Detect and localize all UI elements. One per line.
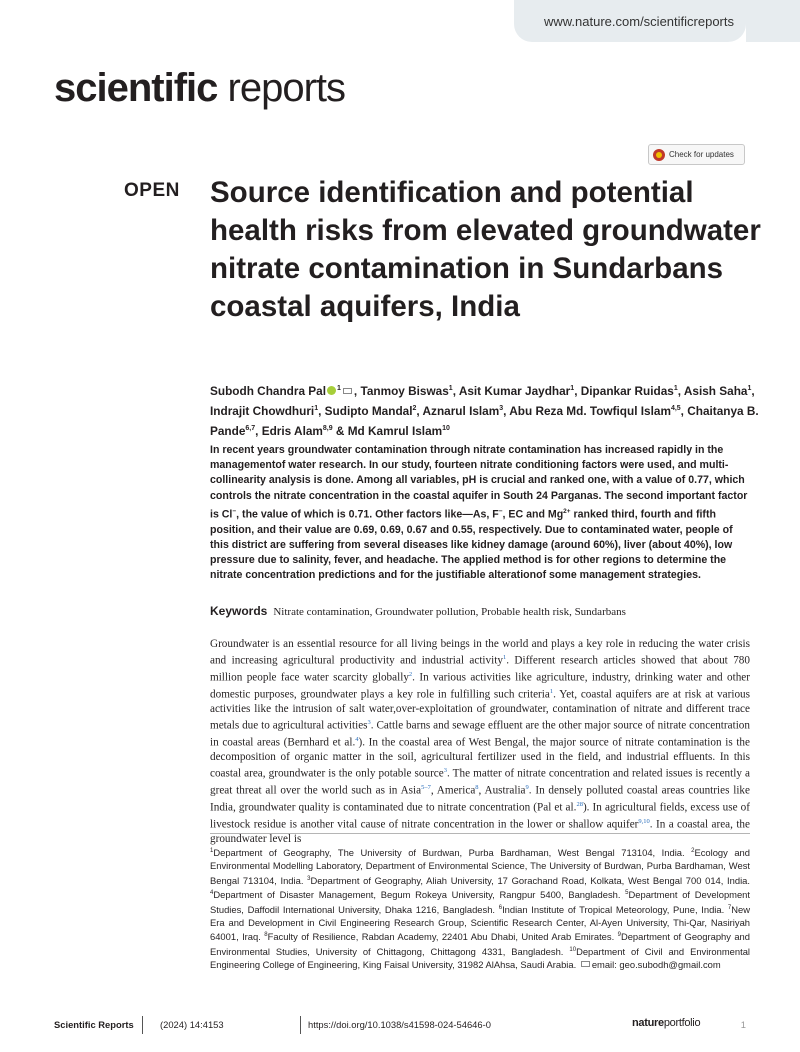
author-name[interactable]: Sudipto Mandal (324, 403, 413, 418)
footer-journal: Scientific Reports (54, 1019, 134, 1030)
author-name[interactable]: Dipankar Ruidas (580, 383, 674, 398)
affiliation-divider (210, 833, 750, 834)
author-name[interactable]: Abu Reza Md. Towfiqul Islam (509, 403, 671, 418)
author-affiliation-number: 10 (442, 424, 450, 432)
citation-ref[interactable]: 1 (502, 654, 507, 662)
citation-ref[interactable]: 28 (576, 801, 583, 809)
citation-ref[interactable]: 9,10 (638, 818, 650, 826)
author-affiliation-number: 2 (412, 404, 417, 412)
journal-name-light: reports (217, 66, 346, 110)
affiliation-text: Department of Civil and Environmental Engineering College of Engineering, King Faisal University, 31982 AlAhsa, Saudi Arabia. (210, 945, 750, 971)
email-icon[interactable] (343, 388, 352, 394)
body-text-run: . Cattle barns and sewage effluent are the other major source of nitrate concentration in coastal areas (Bernhard et al. (210, 719, 750, 749)
author-affiliation-number: 1 (747, 385, 752, 392)
affiliation-text: Department of Geography and Environmental Studies, University of Chittagong, Chittagong 4331, Bangladesh. (210, 931, 750, 957)
affiliation-text: Ecology and Environmental Modelling Laboratory, Department of Environmental Science, The University of Burdwan, Purba Bardhaman, West Bengal 713104, India. (210, 847, 750, 886)
nature-portfolio-logo (632, 1017, 700, 1029)
body-text (210, 637, 750, 846)
author-affiliation-number: 3 (499, 404, 504, 412)
orcid-icon[interactable] (327, 386, 336, 395)
affiliation-number: 8 (264, 932, 268, 939)
check-for-updates-label: Check for updates (669, 150, 734, 159)
footer-doi-link[interactable]: https://doi.org/10.1038/s41598-024-54646-0 (308, 1019, 491, 1030)
check-for-updates-button[interactable] (648, 144, 745, 165)
body-text-run: . The matter of nitrate concentration and related issues is recently a great threat all over the world such as in Asia (210, 768, 751, 797)
article-title: Source identification and potential health risks from elevated groundwater nitrate contamination in Sundarbans coastal aquifers, India (210, 176, 761, 323)
author-name[interactable]: Chaitanya B. Pande (210, 403, 759, 438)
affiliation-text: Department of Disaster Management, Begum Rokeya University, Rangpur 5400, Bangladesh. (213, 889, 626, 901)
affiliation-number: 10 (569, 946, 577, 953)
abstract-text: , EC and Mg (502, 508, 564, 521)
journal-name-bold: scientific (54, 66, 218, 110)
body-text-run: . In densely polluted coastal areas countries like India, groundwater quality is contaminated due to nitrate concentration (Pal et al. (210, 784, 750, 814)
author-name[interactable]: Asish Saha (683, 383, 748, 398)
abstract-superscript: − (498, 507, 503, 515)
author-name[interactable]: Edris Alam (261, 423, 323, 438)
author-affiliation-number: 1 (314, 404, 319, 412)
keywords-label: Keywords (210, 604, 268, 618)
author-name[interactable]: Asit Kumar Jaydhar (458, 383, 571, 398)
journal-masthead (54, 66, 345, 111)
body-text-run: . Different research articles showed that about 780 million people face water scarcity globally (210, 654, 750, 684)
citation-ref[interactable]: 1 (549, 688, 554, 696)
author-name[interactable]: Indrajit Chowdhuri (210, 403, 315, 418)
author-name[interactable]: Aznarul Islam (422, 403, 500, 418)
author-affiliation-number: 1 (448, 385, 453, 392)
author-affiliation-number: 1 (337, 385, 341, 392)
body-text-run: ). In agricultural fields, excess use of livestock residue is another vital cause of nitrate concentration in the lower or shallow aquifer (210, 801, 750, 831)
affiliation-number: 2 (691, 848, 695, 854)
affiliation-text: Department of Development Studies, Daffodil International University, Dhaka 1216, Bangladesh. (210, 889, 750, 915)
affiliation-text: Department of Geography, The University of Burdwan, Purba Bardhaman, West Bengal 713104, India. (213, 847, 692, 859)
affiliation-number: 4 (210, 890, 214, 897)
keywords (210, 604, 750, 619)
affiliation-text: email: geo.subodh@gmail.com (591, 959, 721, 971)
body-text-run: . In various activities like agriculture, industry, drinking water and other domestic purposes, groundwater plays a key role in fulfilling such criteria (210, 671, 750, 701)
abstract (210, 443, 750, 583)
author-name[interactable]: Subodh Chandra Pal (210, 383, 327, 398)
affiliation-text: New Era and Development in Civil Engineering Research Group, Scientific Research Center, Al-Ayen University, Thi-Qar, Nasiriyah 64001, Iraq. (210, 903, 750, 943)
citation-ref[interactable]: 9 (525, 784, 529, 792)
page-number: 1 (740, 1019, 746, 1030)
url-tab-corner (746, 0, 800, 42)
affiliation-text: Faculty of Resilience, Rabdan Academy, 22401 Abu Dhabi, United Arab Emirates. (267, 931, 618, 943)
affiliation-number: 5 (625, 890, 629, 897)
journal-url[interactable]: www.nature.com/scientificreports (543, 14, 734, 29)
abstract-superscript: 2+ (563, 507, 571, 515)
journal-url-tab (514, 0, 746, 42)
affiliation-number: 6 (498, 904, 503, 911)
affiliation-number: 9 (617, 932, 621, 939)
citation-ref[interactable]: 2 (408, 671, 413, 679)
affiliation-number: 1 (210, 848, 214, 854)
author-list: Subodh Chandra Pal $^1$ , Tanmoy Biswas$^1$, Asit Kumar Jaydhar$^1$, Dipankar Ruidas$^1$, Asish Saha$^1$, Indrajit Chowdhuri$^1$, Sudipto Mandal$^2$, Aznarul Islam$^3$, Abu Reza Md. Towfiqul Islam$^{4,5}$, Chaitanya B. Pande$^{6,7}$, Edris Alam$^{8,9}$ & Md Kamrul Islam$^{10}$ (210, 383, 759, 438)
affiliations (210, 845, 750, 971)
author-name[interactable]: Md Kamrul Islam (347, 423, 443, 438)
body-text-run: . Yet, coastal aquifers are at risk at various activities like the intrusion of salt water,over-exploitation of groundwater, contamination of nitrate and different trace metals due to agricultural activities (210, 688, 750, 732)
author-affiliation-number: 8,9 (322, 424, 333, 432)
keywords-list: Nitrate contamination, Groundwater pollution, Probable health risk, Sundarbans (273, 606, 626, 618)
author-affiliation-number: 1 (673, 385, 678, 392)
affiliation-text: Indian Institute of Tropical Meteorology, Pune, India. (502, 903, 728, 915)
affiliation-number: 7 (727, 904, 732, 911)
open-access-label: OPEN (124, 180, 180, 201)
footer-citation: (2024) 14:4153 (160, 1019, 224, 1030)
body-text-run: . In a coastal area, the groundwater level is (210, 818, 750, 846)
body-text-run: ). In the coastal area of West Bengal, the major source of nitrate contamination is the decomposition of organic matter in the soil, agricultural fertilizer used in the field, and industrial effluents. In this coastal area, groundwater is the only potable source (210, 736, 750, 781)
body-text-run: , Australia (478, 784, 526, 797)
body-text-run: Groundwater is an essential resource for all living beings in the world and plays a key role in reducing the water crisis and increasing agricultural productivity and industrial activity (210, 638, 750, 667)
abstract-text: In recent years groundwater contamination through nitrate contamination has increased rapidly in the managementof water research. In our study, fourteen nitrate conditioning factors were used, and multi-collinearity analysis is done. Among all variables, pH is crucial and ranked one, with a value of 0.77, which controls the nitrate concentration in the coastal aquifer in South 24 Parganas. The second important factor is Cl (210, 444, 748, 521)
citation-ref[interactable]: 3 (443, 767, 447, 775)
crossmark-icon (653, 149, 665, 161)
logo-bold: nature (632, 1017, 664, 1029)
author-affiliation-number: 1 (570, 385, 575, 392)
email-icon (581, 961, 590, 967)
affiliation-text: Department of Geography, Aliah University, 17 Gorachand Road, Kolkata, West Bengal 700 014, India. (310, 874, 750, 886)
footer-separator (300, 1016, 301, 1034)
author-name[interactable]: Tanmoy Biswas (360, 383, 449, 398)
body-text-run: , America (430, 784, 476, 797)
abstract-text: ranked third, fourth and fifth position, and their value are 0.69, 0.69, 0.67 and 0.55, respectively. Due to contaminated water, people of this district are suffering from several diseases like kidney damage (around 60%), liver (about 40%), low pressure due to salinity, fever, and headache. The applied method is for other regions to determine the nitrate concentration predictions and for the justifiable alterationof some management strategies. (210, 508, 733, 582)
affiliation-number: 3 (307, 875, 311, 882)
page-footer (54, 1016, 746, 1034)
abstract-text: , the value of which is 0.71. Other factors like—As, F (236, 508, 499, 521)
citation-ref[interactable]: 4 (355, 736, 359, 744)
abstract-superscript: − (232, 507, 237, 515)
citation-ref[interactable]: 5–7 (421, 784, 431, 792)
author-affiliation-number: 6,7 (245, 424, 256, 432)
logo-light: portfolio (663, 1017, 701, 1029)
citation-ref[interactable]: 3 (367, 719, 371, 727)
citation-ref[interactable]: 8 (475, 784, 479, 792)
author-affiliation-number: 4,5 (670, 404, 681, 412)
footer-separator (142, 1016, 143, 1034)
